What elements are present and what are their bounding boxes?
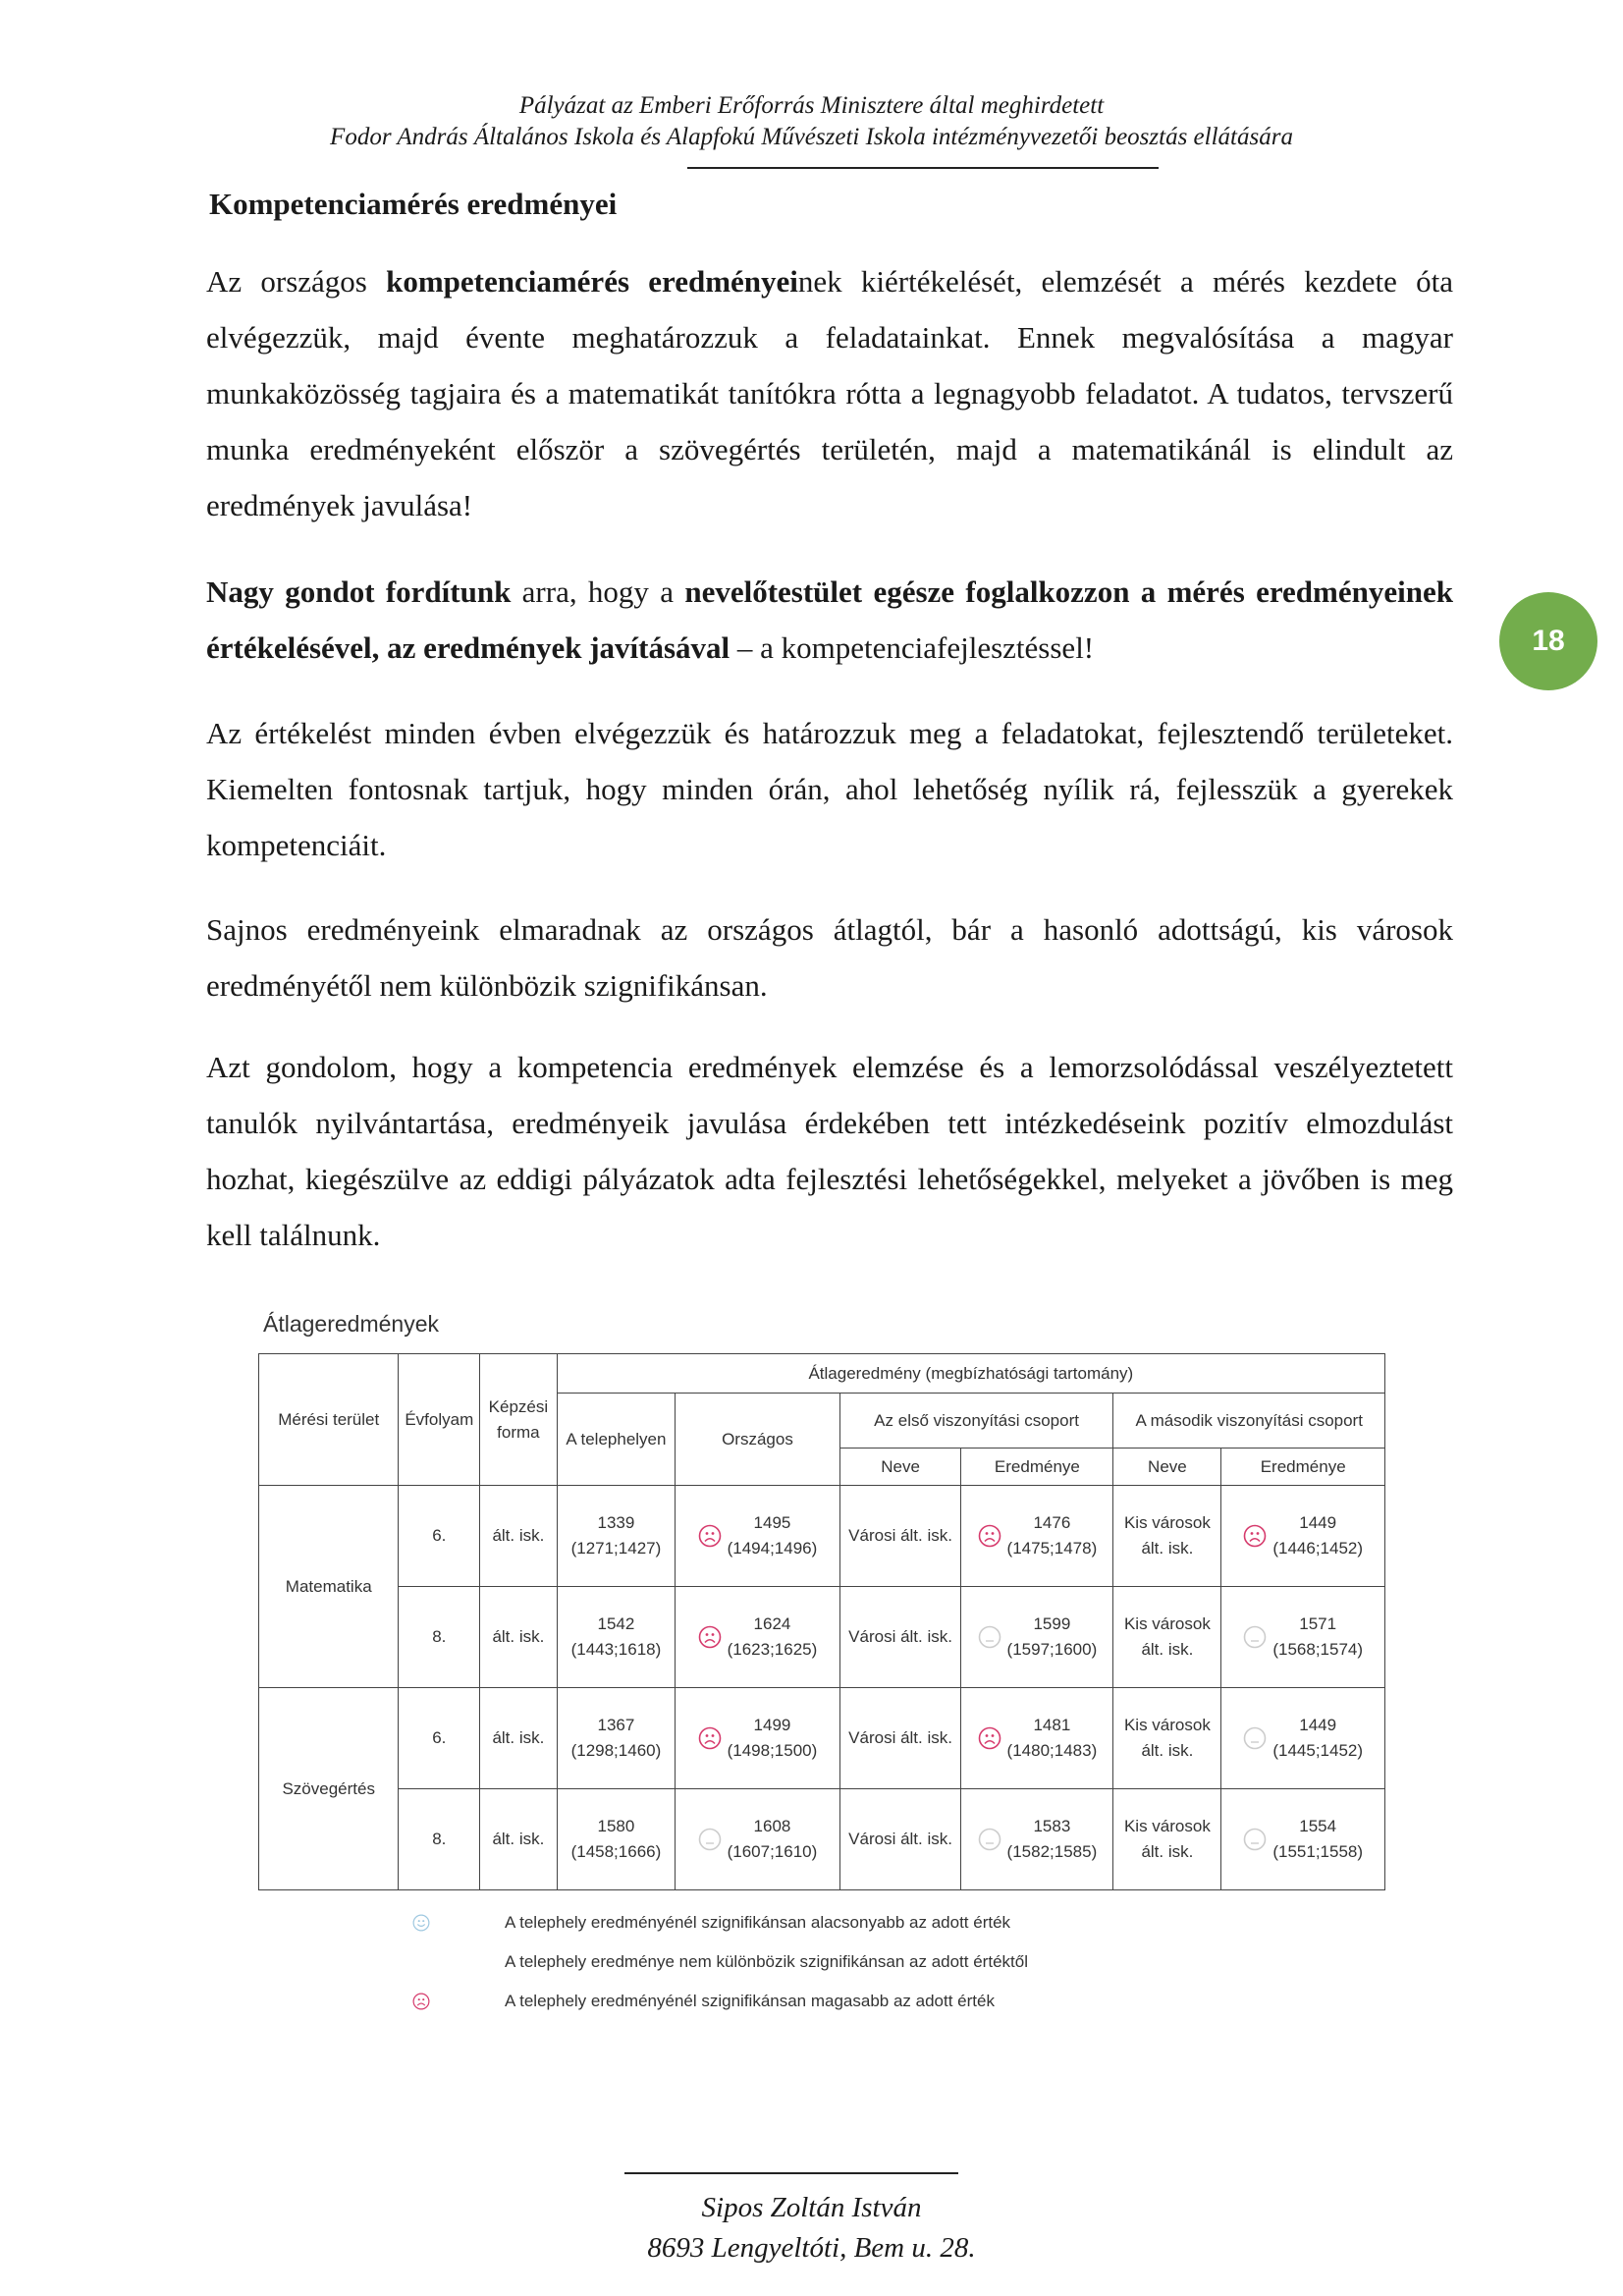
p2-bold-1: Nagy gondot fordítunk (206, 574, 512, 609)
paragraph-2 (206, 564, 1453, 676)
legend-item (412, 1982, 1028, 2021)
area-matematika: Matematika (259, 1486, 399, 1688)
neutral-face-icon (978, 1828, 1001, 1851)
legend-text: A telephely eredménye nem különbözik szignifikánsan az adott értéktől (505, 1952, 1028, 1971)
cell-g2-name: Kis városok ált. isk. (1113, 1587, 1221, 1688)
g1-value: 1583 (1033, 1817, 1071, 1835)
p1-post: nek kiértékelését, elemzését a mérés kezdete óta elvégezzük, majd évente meghatározzuk a feladatainkat. Ennek megvalósítása a magyar munkaközösség tagjaira és a matematikát tanítókra rótta a legnagyobb feladatot. A tudatos, tervszerű munka eredményeként először a szövegértés területén, majd a matematikánál is elindult az eredmények javulása! (206, 264, 1453, 522)
cell-telephely (557, 1688, 675, 1789)
sad-face-icon (978, 1524, 1001, 1548)
cell-orszagos (676, 1587, 840, 1688)
orsz-value: 1499 (753, 1716, 791, 1734)
g1-ci: (1582;1585) (1006, 1842, 1098, 1861)
cell-forma: ált. isk. (480, 1587, 558, 1688)
th-evfolyam: Évfolyam (399, 1354, 480, 1486)
cell-g1-result (961, 1789, 1113, 1890)
cell-evfolyam: 6. (399, 1486, 480, 1587)
cell-telephely (557, 1789, 675, 1890)
cell-g2-result (1221, 1486, 1385, 1587)
g1-ci: (1480;1483) (1006, 1741, 1098, 1760)
cell-g1-name: Városi ált. isk. (839, 1486, 961, 1587)
paragraph-3: Az értékelést minden évben elvégezzük és határozzuk meg a feladatokat, fejlesztendő területeket. Kiemelten fontosnak tartjuk, hogy minden órán, ahol lehetőség nyílik rá, fejlesszük a gyerekek kompetenciáit. (206, 716, 1453, 862)
header-line-2: Fodor András Általános Iskola és Alapfokú Művészeti Iskola intézményvezetői beosztás ellátására (330, 124, 1293, 150)
th-masodik-csoport: A második viszonyítási csoport (1113, 1394, 1385, 1449)
cell-g2-name: Kis városok ált. isk. (1113, 1486, 1221, 1587)
g1-value: 1476 (1033, 1513, 1071, 1532)
cell-evfolyam: 8. (399, 1789, 480, 1890)
th-g2-neve: Neve (1113, 1449, 1221, 1486)
table-row (259, 1789, 1385, 1890)
cell-g1-result (961, 1587, 1113, 1688)
legend-blank-icon (412, 1953, 430, 1971)
g2-ci: (1568;1574) (1272, 1640, 1364, 1659)
neutral-face-icon (1243, 1625, 1267, 1649)
th-telephely: A telephelyen (557, 1394, 675, 1486)
th-orszagos: Országos (676, 1394, 840, 1486)
cell-g2-result (1221, 1789, 1385, 1890)
page-footer (0, 2188, 1623, 2269)
cell-orszagos (676, 1789, 840, 1890)
tele-value: 1367 (597, 1716, 635, 1734)
g1-ci: (1475;1478) (1006, 1539, 1098, 1558)
cell-orszagos (676, 1486, 840, 1587)
cell-g2-name: Kis városok ált. isk. (1113, 1789, 1221, 1890)
g2-value: 1449 (1299, 1716, 1337, 1734)
cell-g2-result (1221, 1587, 1385, 1688)
p1-pre: Az országos (206, 264, 387, 299)
th-g1-eredmenye: Eredménye (961, 1449, 1113, 1486)
cell-forma: ált. isk. (480, 1688, 558, 1789)
legend-item (412, 1903, 1028, 1942)
paragraph-1 (206, 253, 1453, 533)
th-elso-csoport: Az első viszonyítási csoport (839, 1394, 1113, 1449)
g2-ci: (1445;1452) (1272, 1741, 1364, 1760)
neutral-face-icon (1243, 1726, 1267, 1750)
footer-address: 8693 Lengyeltóti, Bem u. 28. (647, 2232, 976, 2264)
cell-forma: ált. isk. (480, 1486, 558, 1587)
g1-value: 1599 (1033, 1614, 1071, 1633)
results-table (258, 1353, 1385, 1890)
tele-ci: (1458;1666) (570, 1842, 662, 1861)
header-line-1: Pályázat az Emberi Erőforrás Minisztere által meghirdetett (518, 92, 1105, 119)
header-divider (687, 167, 1159, 169)
orsz-value: 1608 (753, 1817, 791, 1835)
p2-bold-2: nevelőtestület egésze foglalkozzon a mérés eredményeinek értékelésével, az eredmények javításával (206, 574, 1453, 665)
cell-g2-name: Kis városok ált. isk. (1113, 1688, 1221, 1789)
orsz-value: 1495 (753, 1513, 791, 1532)
area-szovegertes: Szövegértés (259, 1688, 399, 1890)
sad-face-icon (698, 1726, 722, 1750)
cell-g1-name: Városi ált. isk. (839, 1688, 961, 1789)
th-g2-eredmenye: Eredménye (1221, 1449, 1385, 1486)
cell-forma: ált. isk. (480, 1789, 558, 1890)
th-kepzesi-forma: Képzési forma (480, 1354, 558, 1486)
p2-text-1: arra, hogy a (511, 574, 685, 609)
legend-item (412, 1942, 1028, 1982)
table-title: Átlageredmények (263, 1311, 439, 1337)
cell-telephely (557, 1486, 675, 1587)
sad-face-icon (978, 1726, 1001, 1750)
cell-g2-result (1221, 1688, 1385, 1789)
g2-value: 1571 (1299, 1614, 1337, 1633)
table-row (259, 1587, 1385, 1688)
orsz-ci: (1623;1625) (727, 1640, 818, 1659)
sad-face-icon (698, 1625, 722, 1649)
table-row (259, 1688, 1385, 1789)
sad-face-icon (1243, 1524, 1267, 1548)
footer-name: Sipos Zoltán István (701, 2192, 922, 2223)
neutral-face-icon (978, 1625, 1001, 1649)
g2-value: 1449 (1299, 1513, 1337, 1532)
orsz-ci: (1494;1496) (727, 1539, 818, 1558)
orsz-ci: (1607;1610) (727, 1842, 818, 1861)
g1-ci: (1597;1600) (1006, 1640, 1098, 1659)
tele-ci: (1271;1427) (570, 1539, 662, 1558)
page-number-badge: 18 (1499, 592, 1597, 690)
paragraph-5: Azt gondolom, hogy a kompetencia eredmények elemzése és a lemorzsolódással veszélyeztetett tanulók nyilvántartása, eredményeik javulása érdekében tett intézkedéseink pozitív elmozdulást hozhat, kiegészülve az eddigi pályázatok adta fejlesztési lehetőségekkel, melyeket a jövőben is meg kell találnunk. (206, 1050, 1453, 1252)
paragraph-4: Sajnos eredményeink elmaradnak az országos átlagtól, bár a hasonló adottságú, kis városok eredményétől nem különbözik szignifikánsan. (206, 912, 1453, 1003)
th-meresi-terulet: Mérési terület (259, 1354, 399, 1486)
tele-value: 1580 (597, 1817, 635, 1835)
cell-evfolyam: 8. (399, 1587, 480, 1688)
neutral-face-icon (698, 1828, 722, 1851)
g2-ci: (1446;1452) (1272, 1539, 1364, 1558)
sad-face-icon (698, 1524, 722, 1548)
cell-g1-name: Városi ált. isk. (839, 1789, 961, 1890)
legend (412, 1903, 1028, 2021)
tele-ci: (1443;1618) (570, 1640, 662, 1659)
legend-text: A telephely eredményénél szignifikánsan alacsonyabb az adott érték (505, 1913, 1011, 1932)
cell-orszagos (676, 1688, 840, 1789)
tele-ci: (1298;1460) (570, 1741, 662, 1760)
cell-evfolyam: 6. (399, 1688, 480, 1789)
g1-value: 1481 (1033, 1716, 1071, 1734)
table-row (259, 1486, 1385, 1587)
tele-value: 1339 (597, 1513, 635, 1532)
footer-divider (624, 2172, 958, 2174)
section-title: Kompetenciamérés eredményei (209, 187, 618, 221)
p1-bold: kompetenciamérés eredményei (386, 264, 798, 299)
page-header (0, 90, 1623, 153)
table-header-row-1 (259, 1354, 1385, 1394)
th-g1-neve: Neve (839, 1449, 961, 1486)
neutral-face-icon (1243, 1828, 1267, 1851)
th-atlageredmeny: Átlageredmény (megbízhatósági tartomány) (557, 1354, 1384, 1394)
tele-value: 1542 (597, 1614, 635, 1633)
orsz-ci: (1498;1500) (727, 1741, 818, 1760)
cell-telephely (557, 1587, 675, 1688)
g2-value: 1554 (1299, 1817, 1337, 1835)
cell-g1-result (961, 1486, 1113, 1587)
g2-ci: (1551;1558) (1272, 1842, 1364, 1861)
sad-face-icon (412, 1993, 430, 2010)
cell-g1-result (961, 1688, 1113, 1789)
orsz-value: 1624 (753, 1614, 791, 1633)
p2-text-2: – a kompetenciafejlesztéssel! (730, 630, 1095, 665)
cell-g1-name: Városi ált. isk. (839, 1587, 961, 1688)
happy-face-icon (412, 1914, 430, 1932)
legend-text: A telephely eredményénél szignifikánsan magasabb az adott érték (505, 1992, 995, 2010)
